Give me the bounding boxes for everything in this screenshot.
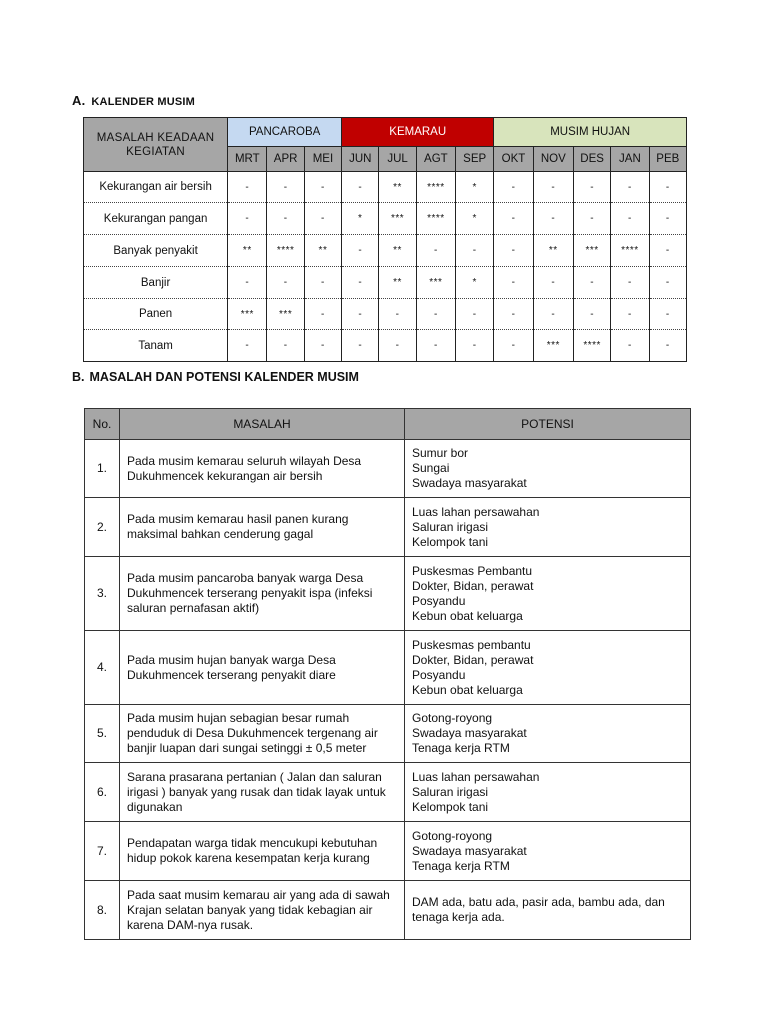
calendar-cell: - [611,267,649,299]
month-header: MEI [304,147,341,172]
calendar-cell: - [533,299,573,330]
problem-description: Pada musim kemarau seluruh wilayah Desa Dukuhmencek kekurangan air bersih [120,440,405,498]
potential-list [405,881,691,940]
calendar-cell: - [494,299,533,330]
potential-list [405,440,691,498]
calendar-cell: - [611,299,649,330]
potential-item: Swadaya masyarakat [412,476,527,490]
calendar-row-label: Banyak penyakit [84,235,228,267]
potential-list [405,705,691,763]
month-header: NOV [533,147,573,172]
calendar-cell: - [342,235,379,267]
potential-item: Swadaya masyarakat [412,726,527,740]
calendar-cell: - [649,203,686,235]
potential-item: Kebun obat keluarga [412,608,523,623]
calendar-corner-label: MASALAH KEADAAN KEGIATAN [84,118,228,172]
potential-item: Dokter, Bidan, perawat [412,652,534,667]
calendar-cell: - [573,203,610,235]
problem-row [85,881,691,940]
problem-number: 6. [85,763,120,822]
calendar-cell: * [456,172,494,203]
calendar-cell: - [494,172,533,203]
header-masalah: MASALAH [120,409,405,440]
calendar-cell: - [267,203,304,235]
month-header: JUL [379,147,416,172]
problem-row [85,440,691,498]
problems-potentials-table [84,408,691,940]
calendar-cell: - [416,235,455,267]
potential-item: Saluran irigasi [412,519,489,534]
problem-row [85,705,691,763]
calendar-cell: - [573,299,610,330]
calendar-cell: *** [573,235,610,267]
problem-number: 2. [85,498,120,557]
calendar-cell: - [573,267,610,299]
calendar-cell: - [649,172,686,203]
potential-list [405,763,691,822]
calendar-cell: **** [416,172,455,203]
potential-item: Puskesmas Pembantu [412,563,533,578]
potential-item: Swadaya masyarakat [412,843,527,858]
calendar-cell: *** [267,299,304,330]
potential-item: Posyandu [412,593,466,608]
calendar-cell: - [649,330,686,362]
problem-description: Pada musim hujan banyak warga Desa Dukuhmencek terserang penyakit diare [120,631,405,705]
calendar-cell: - [533,172,573,203]
potential-item: Kebun obat keluarga [412,682,523,697]
potential-item: Saluran irigasi [412,784,489,799]
calendar-cell: **** [416,203,455,235]
calendar-cell: - [342,267,379,299]
season-musim-hujan: MUSIM HUJAN [494,118,687,147]
problem-number: 4. [85,631,120,705]
calendar-row [84,172,687,203]
calendar-cell: - [416,330,455,362]
potential-list [405,557,691,631]
month-header: DES [573,147,610,172]
potential-item: Gotong-royong [412,711,493,725]
month-header: JUN [342,147,379,172]
calendar-row-label: Tanam [84,330,228,362]
potential-item: Dokter, Bidan, perawat [412,578,534,593]
calendar-cell: *** [533,330,573,362]
problem-description: Sarana prasarana pertanian ( Jalan dan saluran irigasi ) banyak yang rusak dan tidak layak untuk digunakan [120,763,405,822]
problem-number: 5. [85,705,120,763]
calendar-cell: *** [416,267,455,299]
calendar-cell: - [494,330,533,362]
calendar-cell: - [228,172,267,203]
calendar-cell: *** [379,203,416,235]
calendar-cell: - [649,299,686,330]
calendar-cell: - [611,330,649,362]
calendar-cell: - [379,330,416,362]
calendar-row [84,267,687,299]
potential-list [405,822,691,881]
potential-item: Sungai [412,461,450,475]
calendar-cell: ** [379,267,416,299]
calendar-cell: **** [611,235,649,267]
section-a-letter: A. [72,93,86,108]
calendar-cell: - [304,330,341,362]
calendar-cell: - [342,330,379,362]
month-header: PEB [649,147,686,172]
section-b-title: MASALAH DAN POTENSI KALENDER MUSIM [89,370,359,384]
section-a-title: KALENDER MUSIM [91,96,196,108]
potential-item: Luas lahan persawahan [412,504,540,519]
calendar-cell: - [611,172,649,203]
calendar-cell: - [494,267,533,299]
month-header: SEP [456,147,494,172]
calendar-cell: * [456,203,494,235]
month-header: APR [267,147,304,172]
calendar-row-label: Panen [84,299,228,330]
potential-item: Kelompok tani [412,799,489,814]
calendar-cell: - [304,267,341,299]
calendar-cell: *** [228,299,267,330]
calendar-cell: - [456,235,494,267]
calendar-cell: * [456,267,494,299]
calendar-cell: **** [267,235,304,267]
potential-item: Sumur bor [412,446,469,460]
calendar-cell: ** [228,235,267,267]
calendar-cell: - [416,299,455,330]
calendar-cell: - [304,203,341,235]
month-header: AGT [416,147,455,172]
calendar-cell: - [342,172,379,203]
calendar-cell: - [304,299,341,330]
potential-item: Puskesmas pembantu [412,637,531,652]
calendar-cell: ** [533,235,573,267]
calendar-row-label: Kekurangan air bersih [84,172,228,203]
calendar-row [84,330,687,362]
season-calendar-table [83,117,687,362]
calendar-cell: - [228,330,267,362]
calendar-cell: - [304,172,341,203]
potential-list [405,498,691,557]
problem-row [85,822,691,881]
calendar-cell: - [611,203,649,235]
calendar-cell: - [649,267,686,299]
problem-number: 8. [85,881,120,940]
problem-number: 1. [85,440,120,498]
header-potensi: POTENSI [405,409,691,440]
calendar-cell: - [342,299,379,330]
problem-description: Pada musim kemarau hasil panen kurang maksimal bahkan cenderung gagal [120,498,405,557]
calendar-cell: - [267,172,304,203]
problem-description: Pada musim pancaroba banyak warga Desa Dukuhmencek terserang penyakit ispa (infeksi saluran pernafasan aktif) [120,557,405,631]
problem-row [85,631,691,705]
problem-number: 7. [85,822,120,881]
calendar-cell: - [267,267,304,299]
calendar-row-label: Kekurangan pangan [84,203,228,235]
potential-item: Tenaga kerja RTM [412,741,510,755]
problem-row [85,557,691,631]
potential-item: Gotong-royong [412,828,493,843]
calendar-cell: - [456,330,494,362]
calendar-row [84,203,687,235]
calendar-cell: ** [304,235,341,267]
calendar-cell: - [533,203,573,235]
calendar-row [84,235,687,267]
potential-list [405,631,691,705]
calendar-cell: **** [573,330,610,362]
calendar-row [84,299,687,330]
month-header: OKT [494,147,533,172]
problem-description: Pada musim hujan sebagian besar rumah penduduk di Desa Dukuhmencek tergenang air banjir luapan dari sungai setinggi ± 0,5 meter [120,705,405,763]
calendar-row-label: Banjir [84,267,228,299]
calendar-cell: ** [379,172,416,203]
season-pancaroba: PANCAROBA [228,118,342,147]
calendar-cell: - [228,203,267,235]
potential-item: Tenaga kerja RTM [412,858,510,873]
problem-description: Pada saat musim kemarau air yang ada di sawah Krajan selatan banyak yang tidak kebagian air karena DAM-nya rusak. [120,881,405,940]
problem-description: Pendapatan warga tidak mencukupi kebutuhan hidup pokok karena kesempatan kerja kurang [120,822,405,881]
potential-item: DAM ada, batu ada, pasir ada, bambu ada, dan tenaga kerja ada. [412,895,665,924]
calendar-cell: - [649,235,686,267]
calendar-cell: - [379,299,416,330]
calendar-cell: - [228,267,267,299]
potential-item: Luas lahan persawahan [412,769,540,784]
calendar-cell: - [494,235,533,267]
header-no: No. [85,409,120,440]
month-header: MRT [228,147,267,172]
calendar-cell: - [456,299,494,330]
calendar-cell: - [573,172,610,203]
calendar-cell: - [494,203,533,235]
section-a-heading [72,93,195,108]
calendar-cell: - [267,330,304,362]
season-kemarau: KEMARAU [342,118,494,147]
problem-row [85,498,691,557]
calendar-cell: ** [379,235,416,267]
calendar-cell: * [342,203,379,235]
section-b-letter: B. [72,370,85,384]
problem-row [85,763,691,822]
section-b-heading [72,370,359,384]
potential-item: Posyandu [412,667,466,682]
calendar-cell: - [533,267,573,299]
potential-item: Kelompok tani [412,534,489,549]
problem-number: 3. [85,557,120,631]
month-header: JAN [611,147,649,172]
